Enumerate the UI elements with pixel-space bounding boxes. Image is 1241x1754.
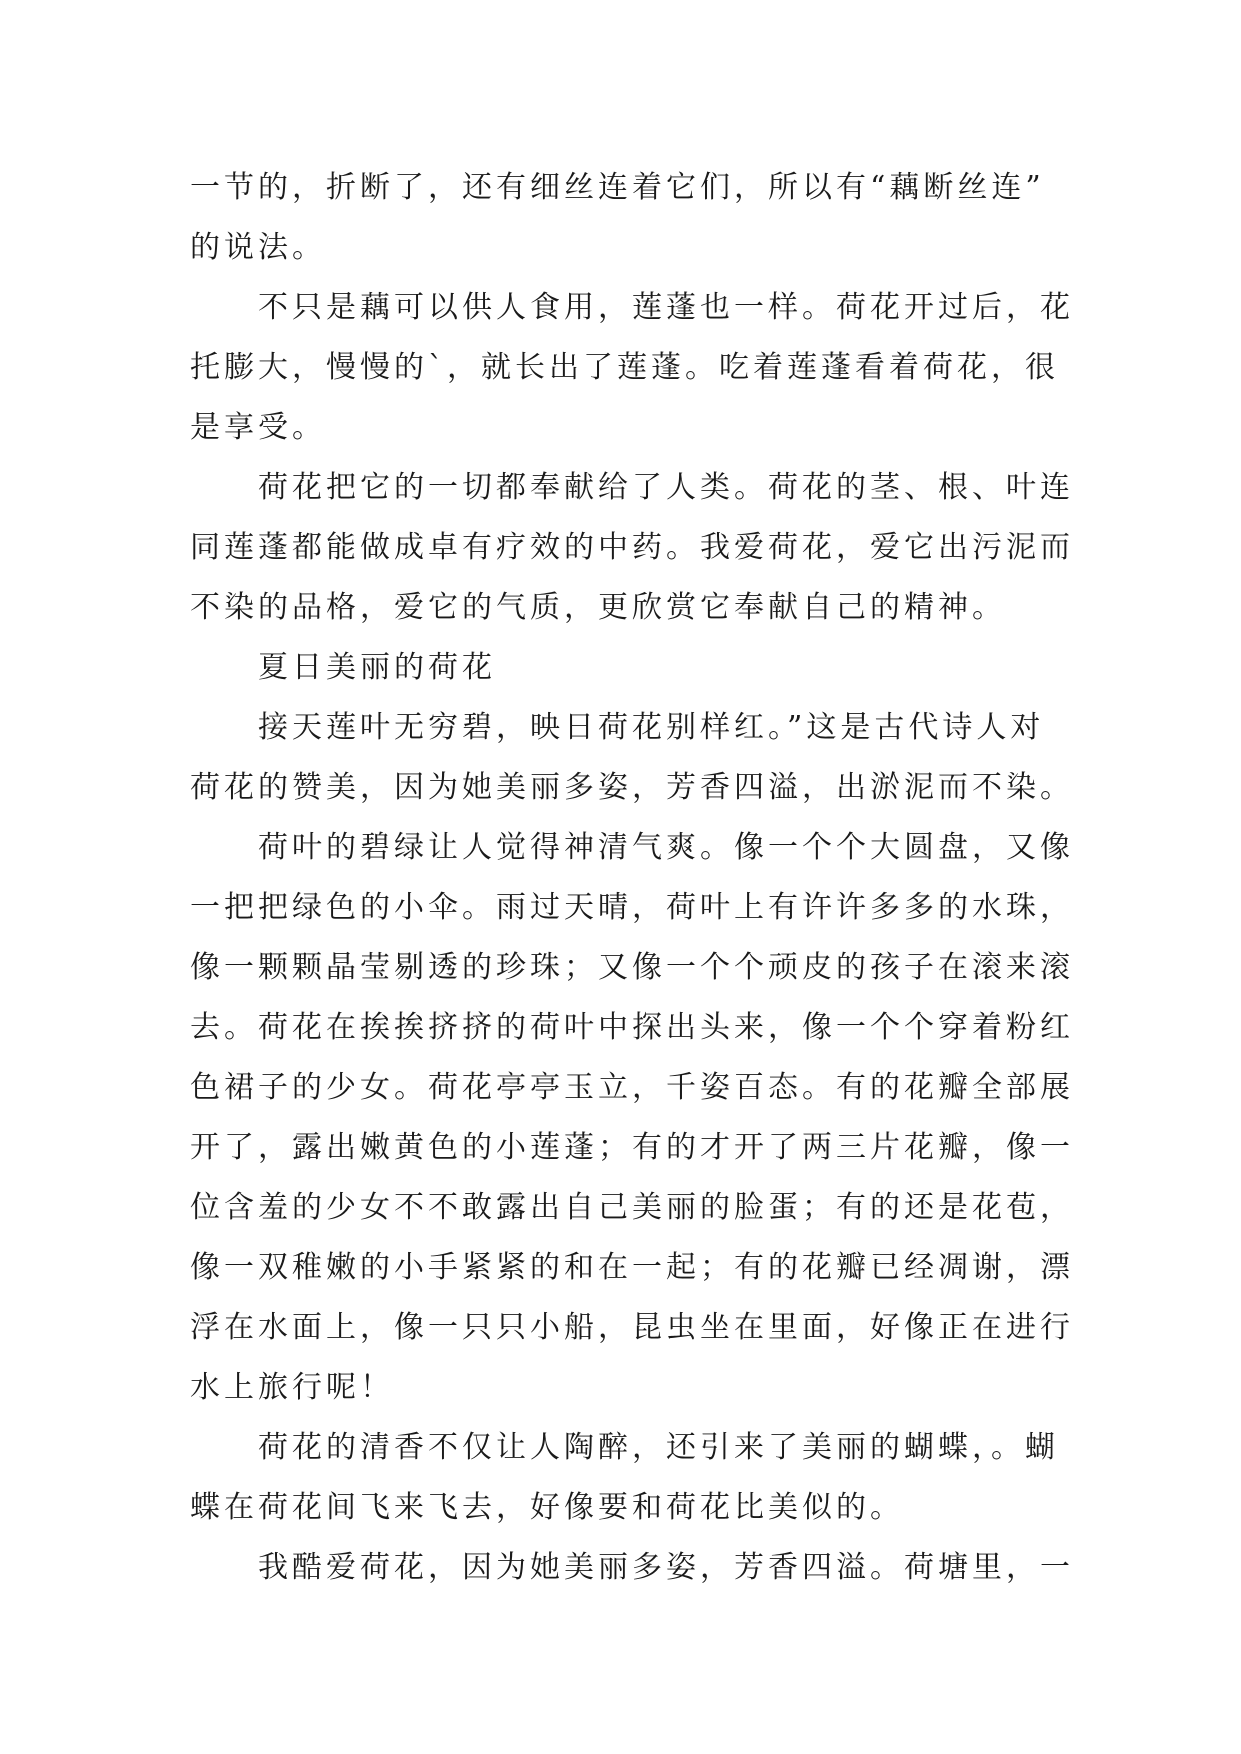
text-line: 蝶在荷花间飞来飞去，好像要和荷花比美似的。 <box>190 1490 904 1525</box>
text-line: 荷花的赞美，因为她美丽多姿，芳香四溢，出淤泥而不染。 <box>190 770 1074 805</box>
document-body <box>190 158 1074 1598</box>
paragraph-start-line: 荷花的清香不仅让人陶醉，还引来了美丽的蝴蝶，。蝴 <box>258 1430 1059 1465</box>
paragraph-start-line: 接天莲叶无穷碧，映日荷花别样红。”这是古代诗人对 <box>258 710 1045 745</box>
paragraph-start-line: 荷叶的碧绿让人觉得神清气爽。像一个个大圆盘，又像 <box>258 830 1074 865</box>
text-line: 浮在水面上，像一只只小船，昆虫坐在里面，好像正在进行 <box>190 1310 1074 1345</box>
text-line: 一节的，折断了，还有细丝连着它们，所以有“藕断丝连” <box>190 170 1045 205</box>
text-line: 不染的品格，爱它的气质，更欣赏它奉献自己的精神。 <box>190 590 1006 625</box>
text-line: 同莲蓬都能做成卓有疗效的中药。我爱荷花，爱它出污泥而 <box>190 530 1074 565</box>
text-line: 是享受。 <box>190 410 326 445</box>
text-line: 托膨大，慢慢的`，就长出了莲蓬。吃着莲蓬看着荷花，很 <box>190 350 1059 385</box>
text-line: 水上旅行呢！ <box>190 1370 394 1405</box>
text-line: 一把把绿色的小伞。雨过天晴，荷叶上有许许多多的水珠， <box>190 890 1074 925</box>
text-line: 的说法。 <box>190 230 326 265</box>
text-line: 像一双稚嫩的小手紧紧的和在一起；有的花瓣已经凋谢，漂 <box>190 1250 1074 1285</box>
section-heading: 夏日美丽的荷花 <box>258 650 496 685</box>
text-line: 色裙子的少女。荷花亭亭玉立，千姿百态。有的花瓣全部展 <box>190 1070 1074 1105</box>
paragraph-start-line: 我酷爱荷花，因为她美丽多姿，芳香四溢。荷塘里，一 <box>258 1550 1074 1585</box>
paragraph-start-line: 荷花把它的一切都奉献给了人类。荷花的茎、根、叶连 <box>258 470 1074 505</box>
text-line: 像一颗颗晶莹剔透的珍珠；又像一个个顽皮的孩子在滚来滚 <box>190 950 1074 985</box>
text-line: 去。荷花在挨挨挤挤的荷叶中探出头来，像一个个穿着粉红 <box>190 1010 1074 1045</box>
text-line: 开了，露出嫩黄色的小莲蓬；有的才开了两三片花瓣，像一 <box>190 1130 1074 1165</box>
paragraph-start-line: 不只是藕可以供人食用，莲蓬也一样。荷花开过后，花 <box>258 290 1074 325</box>
text-line: 位含羞的少女不不敢露出自己美丽的脸蛋；有的还是花苞， <box>190 1190 1074 1225</box>
